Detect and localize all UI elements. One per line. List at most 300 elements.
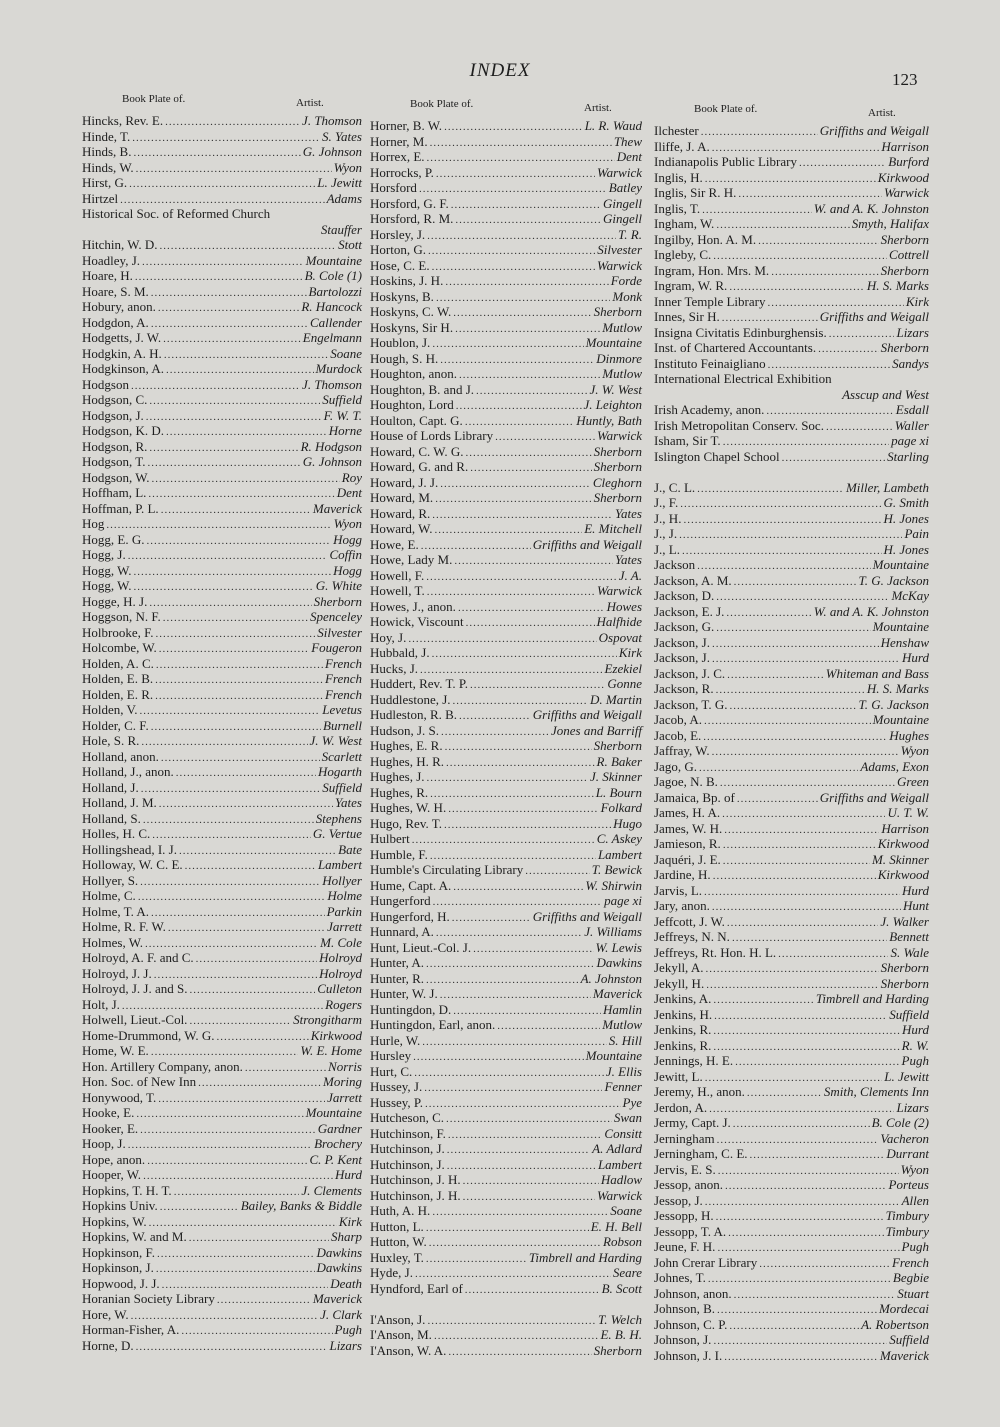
index-entry	[654, 929, 929, 945]
entry-artist: H. S. Marks	[866, 278, 929, 293]
index-entry	[654, 883, 929, 899]
entry-artist: Griffiths and Weigall	[532, 536, 642, 552]
leader-dots	[444, 818, 611, 834]
index-entry	[370, 878, 642, 894]
entry-artist: W. Shirwin	[585, 877, 642, 893]
entry-name: Horman-Fisher, A.	[82, 1322, 180, 1337]
leader-dots	[713, 1024, 900, 1040]
leader-dots	[703, 730, 887, 746]
entry-name: Holroyd, A. F. and C.	[82, 950, 194, 965]
entry-name: Humble, F.	[370, 846, 428, 862]
entry-artist: Griffiths and Weigall	[532, 707, 642, 722]
entry-artist: Robson	[603, 1234, 642, 1249]
entry-name: Hubbald, J.	[370, 645, 430, 660]
entry-name: Hopkins, W.	[82, 1213, 147, 1229]
entry-artist: L. R. Waud	[584, 118, 642, 133]
entry-name: Isham, Sir T.	[654, 433, 721, 448]
entry-artist: Lizars	[896, 324, 929, 340]
index-entry	[654, 1100, 929, 1116]
leader-dots	[426, 973, 579, 989]
entry-name: Hodgdon, A.	[82, 314, 149, 330]
leader-dots	[758, 234, 879, 250]
index-entry	[82, 454, 362, 470]
leader-dots	[724, 1350, 878, 1366]
index-entry	[370, 1265, 642, 1281]
entry-name: Ingham, W.	[654, 216, 715, 231]
index-entry	[370, 924, 642, 940]
entry-artist: Parkin	[326, 903, 362, 919]
leader-dots	[151, 906, 325, 922]
entry-name: Holden, E. B.	[82, 671, 154, 686]
entry-name: J., L.	[654, 541, 680, 557]
leader-dots	[163, 332, 301, 348]
entry-name: Howard, G. and R.	[370, 459, 469, 474]
entry-artist: M. Cole	[320, 934, 362, 950]
index-entry	[370, 459, 642, 475]
entry-artist: French	[324, 686, 362, 702]
entry-artist: Mutlow	[602, 366, 642, 381]
index-entry	[82, 795, 362, 811]
entry-artist: Culleton	[317, 981, 362, 996]
index-entry	[82, 299, 362, 315]
index-entry	[654, 154, 929, 170]
index-entry	[370, 1327, 642, 1343]
entry-artist: Hurd	[902, 882, 929, 898]
entry-artist: McKay	[891, 588, 929, 603]
leader-dots	[818, 342, 879, 358]
leader-dots	[704, 885, 900, 901]
entry-artist: J. Walker	[880, 913, 929, 929]
entry-artist: Lambert	[317, 857, 362, 872]
leader-dots	[729, 1319, 859, 1335]
leader-dots	[160, 1200, 239, 1216]
index-entry	[370, 1157, 642, 1173]
entry-artist: Cleghorn	[592, 474, 642, 490]
index-entry	[82, 1276, 362, 1292]
leader-dots	[701, 125, 818, 141]
entry-name: Home-Drummond, W. G.	[82, 1027, 215, 1043]
entry-name: Johnson, J.	[654, 1332, 712, 1347]
index-entry	[370, 986, 642, 1002]
entry-name: Jackson, J. C.	[654, 665, 726, 681]
entry-name: Jenkins, R.	[654, 1022, 712, 1037]
leader-dots	[448, 1128, 603, 1144]
entry-name: Horsford, R. M.	[370, 211, 454, 226]
leader-dots	[140, 704, 321, 720]
index-entry	[82, 315, 362, 331]
index-entry	[82, 1260, 362, 1276]
entry-artist: Adams	[326, 190, 362, 206]
index-entry	[370, 444, 642, 460]
entry-artist: R. Baker	[596, 753, 642, 769]
entry-artist: Cottrell	[889, 247, 929, 262]
entry-name: Hutton, W.	[370, 1234, 427, 1249]
index-entry	[370, 382, 642, 398]
index-entry	[370, 847, 642, 863]
entry-artist: French	[324, 671, 362, 686]
index-entry	[654, 480, 929, 496]
entry-artist: Dawkins	[596, 955, 642, 970]
entry-artist: Sharp	[330, 1229, 362, 1244]
entry-artist: Griffiths and Weigall	[819, 309, 929, 324]
leader-dots	[716, 1210, 884, 1226]
entry-artist: Sherborn	[593, 738, 642, 753]
entry-artist: J. Thomson	[302, 376, 362, 392]
index-entry	[654, 805, 929, 821]
entry-name: Hunnard, A.	[370, 924, 434, 939]
entry-name: Holt, J.	[82, 996, 120, 1012]
entry-artist: Silvester	[597, 242, 642, 257]
entry-name: Huth, A. H.	[370, 1203, 431, 1218]
index-entry	[370, 335, 642, 351]
entry-name: Holland, J.	[82, 779, 139, 795]
entry-name: Huxley, T.	[370, 1249, 424, 1265]
leader-dots	[132, 131, 320, 147]
entry-name: Hoskyns, C. W.	[370, 304, 452, 319]
index-entry	[82, 1105, 362, 1121]
index-entry	[82, 1245, 362, 1261]
leader-dots	[136, 1340, 328, 1356]
entry-artist: Hamlin	[603, 1001, 642, 1017]
index-entry	[82, 950, 362, 966]
index-entry	[654, 1146, 929, 1162]
entry-name: Jeffreys, Rt. Hon. H. L.	[654, 944, 777, 960]
leader-dots	[454, 554, 613, 570]
entry-name: Hoadley, J.	[82, 252, 141, 268]
entry-artist: Kirkwood	[877, 836, 929, 851]
entry-artist: Green	[896, 774, 929, 789]
index-entry	[82, 144, 362, 160]
entries-list	[370, 118, 642, 1358]
entry-name: Holme, R. F. W.	[82, 919, 166, 934]
entry-artist: Gingell	[603, 211, 642, 226]
leader-dots	[189, 983, 315, 999]
entry-artist: Holroyd	[319, 950, 362, 965]
entry-name: Howard, M.	[370, 490, 434, 505]
leader-dots	[432, 260, 595, 276]
entry-name: Jekyll, A.	[654, 960, 704, 975]
entry-artist: Silvester	[317, 624, 362, 640]
entry-artist: Timbrell and Harding	[528, 1249, 642, 1265]
entry-name: Jackson, T. G.	[654, 696, 728, 712]
index-entry	[654, 898, 929, 914]
leader-dots	[196, 952, 318, 968]
entry-artist: Forde	[610, 273, 642, 288]
entry-artist: Stott	[338, 237, 362, 252]
entry-artist: Hughes	[889, 727, 929, 743]
index-entry	[654, 650, 929, 666]
leader-dots	[156, 658, 323, 674]
index-entry	[654, 309, 929, 325]
entry-name: Hogg, W.	[82, 562, 132, 578]
entry-artist: Burford	[888, 154, 929, 169]
leader-dots	[424, 1081, 602, 1097]
entry-artist: Fougeron	[311, 640, 362, 655]
entry-name: Jackson	[654, 557, 696, 572]
leader-dots	[181, 1324, 332, 1340]
index-entry	[370, 1203, 642, 1219]
index-entry	[82, 1074, 362, 1090]
leader-dots	[147, 456, 300, 472]
entry-artist: W. and A. K. Johnston	[813, 603, 929, 619]
entry-artist: Sherborn	[880, 975, 929, 991]
index-entry	[82, 361, 362, 377]
entry-name: Hutchinson, J.	[370, 1156, 445, 1172]
entry-name: Hussey, J.	[370, 1079, 423, 1094]
index-entry	[370, 242, 642, 258]
entry-name: Ingram, Hon. Mrs. M.	[654, 262, 770, 278]
entry-name: Hirst, G.	[82, 175, 128, 190]
entry-name: Holwell, Lieut.-Col.	[82, 1012, 188, 1027]
entry-artist: B. Cole (1)	[304, 268, 362, 283]
index-entry	[82, 1152, 362, 1168]
entry-artist: Jones and Barriff	[551, 722, 642, 738]
entry-artist: L. Bourn	[595, 784, 642, 800]
entry-name: Hoop, J.	[82, 1136, 126, 1151]
leader-dots	[430, 136, 612, 152]
entry-artist: Timbrell and Harding	[815, 991, 929, 1006]
index-entry	[82, 919, 362, 935]
index-entry	[654, 1301, 929, 1317]
leader-dots	[682, 544, 882, 560]
entry-artist: Scarlett	[321, 748, 362, 764]
leader-dots	[426, 570, 617, 586]
entry-name: Hyndford, Earl of	[370, 1280, 463, 1296]
entry-name: Howell, F.	[370, 567, 425, 583]
index-entry	[82, 1090, 362, 1106]
column-header	[370, 98, 642, 118]
entry-name: Hopwood, J. J.	[82, 1275, 160, 1291]
leader-dots	[459, 709, 531, 725]
index-entry	[654, 418, 929, 434]
leader-dots	[759, 1257, 890, 1273]
entry-name: Howard, C. W. G.	[370, 443, 464, 459]
entry-artist: Kirkwood	[877, 169, 929, 185]
artist-heading: Artist.	[296, 97, 324, 109]
index-entry	[370, 800, 642, 816]
entry-name: Hose, C. E.	[370, 257, 430, 273]
index-entry	[82, 640, 362, 656]
entry-name: Horsford	[370, 180, 417, 195]
index-entry	[654, 914, 929, 930]
index-entry	[82, 377, 362, 393]
index-entry	[654, 356, 929, 372]
index-entry	[370, 909, 642, 925]
index-entry	[370, 893, 642, 909]
entry-name: Ilchester	[654, 123, 699, 138]
entry-name: Ingleby, C.	[654, 247, 712, 262]
index-entry	[82, 1059, 362, 1075]
entry-artist: Hunt	[903, 898, 929, 913]
index-entry	[654, 1131, 929, 1147]
entry-name: I'Anson, W. A.	[370, 1342, 447, 1358]
entry-name: Hughes, R.	[370, 784, 429, 800]
entry-name: Hugo, Rev. T.	[370, 815, 442, 831]
entry-name: Howes, J., anon.	[370, 598, 456, 614]
entry-artist: Maverick	[879, 1347, 929, 1363]
index-entry	[82, 594, 362, 610]
leader-dots	[432, 1205, 608, 1221]
entry-name: Holbrooke, F.	[82, 624, 154, 640]
index-entry	[82, 1322, 362, 1338]
leader-dots	[440, 988, 591, 1004]
entry-name: Hodgson, C.	[82, 392, 148, 407]
entry-artist: Spenceley	[310, 609, 362, 624]
entry-artist: Hogg	[333, 562, 362, 578]
entry-artist: Porteus	[888, 1177, 929, 1192]
leader-dots	[723, 838, 876, 854]
entry-artist: Soane	[610, 1203, 642, 1218]
entry-artist-continuation: Asscup and West	[842, 386, 929, 402]
entry-name: Hodgson, R.	[82, 438, 148, 454]
entry-name: Holcombe, W.	[82, 640, 157, 655]
entry-name: Jervis, E. S.	[654, 1161, 716, 1177]
entry-artist: Kirkwood	[310, 1027, 362, 1043]
entry-name: Irish Metropolitan Conserv. Soc.	[654, 417, 824, 433]
entry-artist: J. Clark	[320, 1306, 362, 1322]
entry-name: Johnson, anon.	[654, 1285, 732, 1301]
entry-artist: Kirkwood	[877, 867, 929, 882]
index-entry	[82, 811, 362, 827]
entry-name: Houghton, B. and J.	[370, 381, 474, 397]
leader-dots	[168, 921, 325, 937]
entry-artist: Lizars	[329, 1337, 362, 1353]
entry-name: Hulbert	[370, 831, 410, 846]
leader-dots	[712, 900, 901, 916]
entry-artist: J. Thomson	[302, 113, 362, 128]
entry-artist: Begbie	[892, 1270, 929, 1285]
index-entry	[654, 511, 929, 527]
leader-dots	[737, 792, 818, 808]
index-entry	[654, 371, 929, 387]
entry-name: Hole, S. R.	[82, 733, 140, 748]
index-entry	[82, 1307, 362, 1323]
entry-name: Holland, anon.	[82, 748, 159, 764]
index-entry	[82, 609, 362, 625]
entry-artist: G. Smith	[883, 495, 929, 510]
entry-name: Hoffham, L.	[82, 485, 147, 500]
entry-name: Jardine, H.	[654, 867, 711, 882]
entry-artist: J. W. West	[309, 733, 362, 748]
entry-name: Holland, J., anon.	[82, 764, 174, 779]
entry-artist: French	[891, 1254, 929, 1270]
entry-name: Jessop, J.	[654, 1192, 703, 1208]
leader-dots	[714, 1009, 887, 1025]
leader-dots	[427, 1314, 596, 1330]
entry-name: Houghton, anon.	[370, 366, 458, 381]
leader-dots	[713, 1334, 887, 1350]
entry-artist: Wyon	[333, 516, 362, 531]
entry-artist: Pugh	[901, 1239, 929, 1254]
index-entry	[370, 149, 642, 165]
leader-dots	[441, 725, 549, 741]
entry-name: Hollingshead, I. J.	[82, 841, 177, 857]
index-entry	[370, 723, 642, 739]
entry-artist: Allen	[901, 1192, 929, 1208]
entry-name: Hinds, W.	[82, 159, 134, 175]
entry-artist: Yates	[615, 505, 642, 521]
index-entry	[82, 656, 362, 672]
entry-name: Hogg, E. G.	[82, 531, 145, 547]
leader-dots	[782, 451, 885, 467]
entry-artist: Coffin	[329, 547, 362, 562]
index-entry	[82, 129, 362, 145]
leader-dots	[161, 751, 320, 767]
entry-name: Indianapolis Public Library	[654, 154, 797, 169]
page-title: INDEX	[469, 60, 531, 81]
entry-artist: Sherborn	[593, 459, 642, 474]
leader-dots	[826, 420, 893, 436]
entry-name: Hodgson, W.	[82, 469, 150, 485]
entry-artist: Engelmann	[302, 330, 362, 345]
index-entry	[370, 180, 642, 196]
entry-name: J., J.	[654, 526, 678, 541]
entry-artist: F. W. T.	[323, 407, 362, 423]
leader-dots	[156, 1262, 315, 1278]
entry-name: Home, W. E.	[82, 1043, 149, 1058]
leader-dots	[148, 487, 334, 503]
entry-name: Hodgkinson, A.	[82, 361, 164, 376]
index-entry	[370, 366, 642, 382]
column-header	[654, 103, 929, 123]
entry-artist: Suffield	[889, 1006, 929, 1022]
index-entry	[370, 769, 642, 785]
entry-name: Hope, anon.	[82, 1151, 146, 1167]
entry-artist: Dinmore	[596, 350, 642, 366]
entry-artist: Harrison	[881, 138, 929, 154]
leader-dots	[434, 1329, 599, 1345]
index-entry	[654, 1348, 929, 1364]
entry-name: Horner, B. W.	[370, 118, 443, 133]
index-entry	[82, 485, 362, 501]
leader-dots	[136, 162, 332, 178]
index-column-1	[82, 93, 362, 1353]
index-entry	[82, 253, 362, 269]
entry-name: Instituto Feinaigliano	[654, 355, 766, 371]
leader-dots	[699, 761, 858, 777]
index-entry	[654, 1332, 929, 1348]
entry-artist: Bailey, Banks & Biddle	[240, 1198, 362, 1213]
entry-name: Hoare, S. M.	[82, 283, 149, 299]
entry-name: Jewitt, L.	[654, 1068, 703, 1084]
entry-artist: Brochery	[314, 1136, 362, 1151]
entry-name: Hon. Artillery Company, anon.	[82, 1058, 243, 1074]
entry-artist: Norris	[328, 1058, 362, 1074]
entry-artist: Howes	[606, 598, 642, 614]
index-entry	[82, 733, 362, 749]
index-entry	[370, 940, 642, 956]
leader-dots	[453, 306, 591, 322]
entry-artist: D. Martin	[590, 691, 642, 707]
leader-dots	[128, 1138, 312, 1154]
entry-artist: Durrant	[886, 1146, 929, 1161]
entry-name: Iliffe, J. A.	[654, 138, 710, 154]
entry-name: Hyde, J.	[370, 1265, 413, 1280]
index-entry	[82, 175, 362, 191]
entry-name: Hollyer, S.	[82, 872, 139, 888]
entry-artist: S. Wale	[890, 944, 929, 960]
entry-artist: Sherborn	[313, 593, 362, 609]
index-entry	[654, 495, 929, 511]
index-entry	[654, 759, 929, 775]
entry-artist: S. Hill	[608, 1032, 642, 1048]
entry-name: Horsford, G. F.	[370, 195, 449, 211]
index-entry	[654, 836, 929, 852]
index-entry	[370, 862, 642, 878]
entry-artist: Gingell	[603, 195, 642, 211]
index-entry	[82, 501, 362, 517]
entry-name: Jary, anon.	[654, 898, 710, 913]
